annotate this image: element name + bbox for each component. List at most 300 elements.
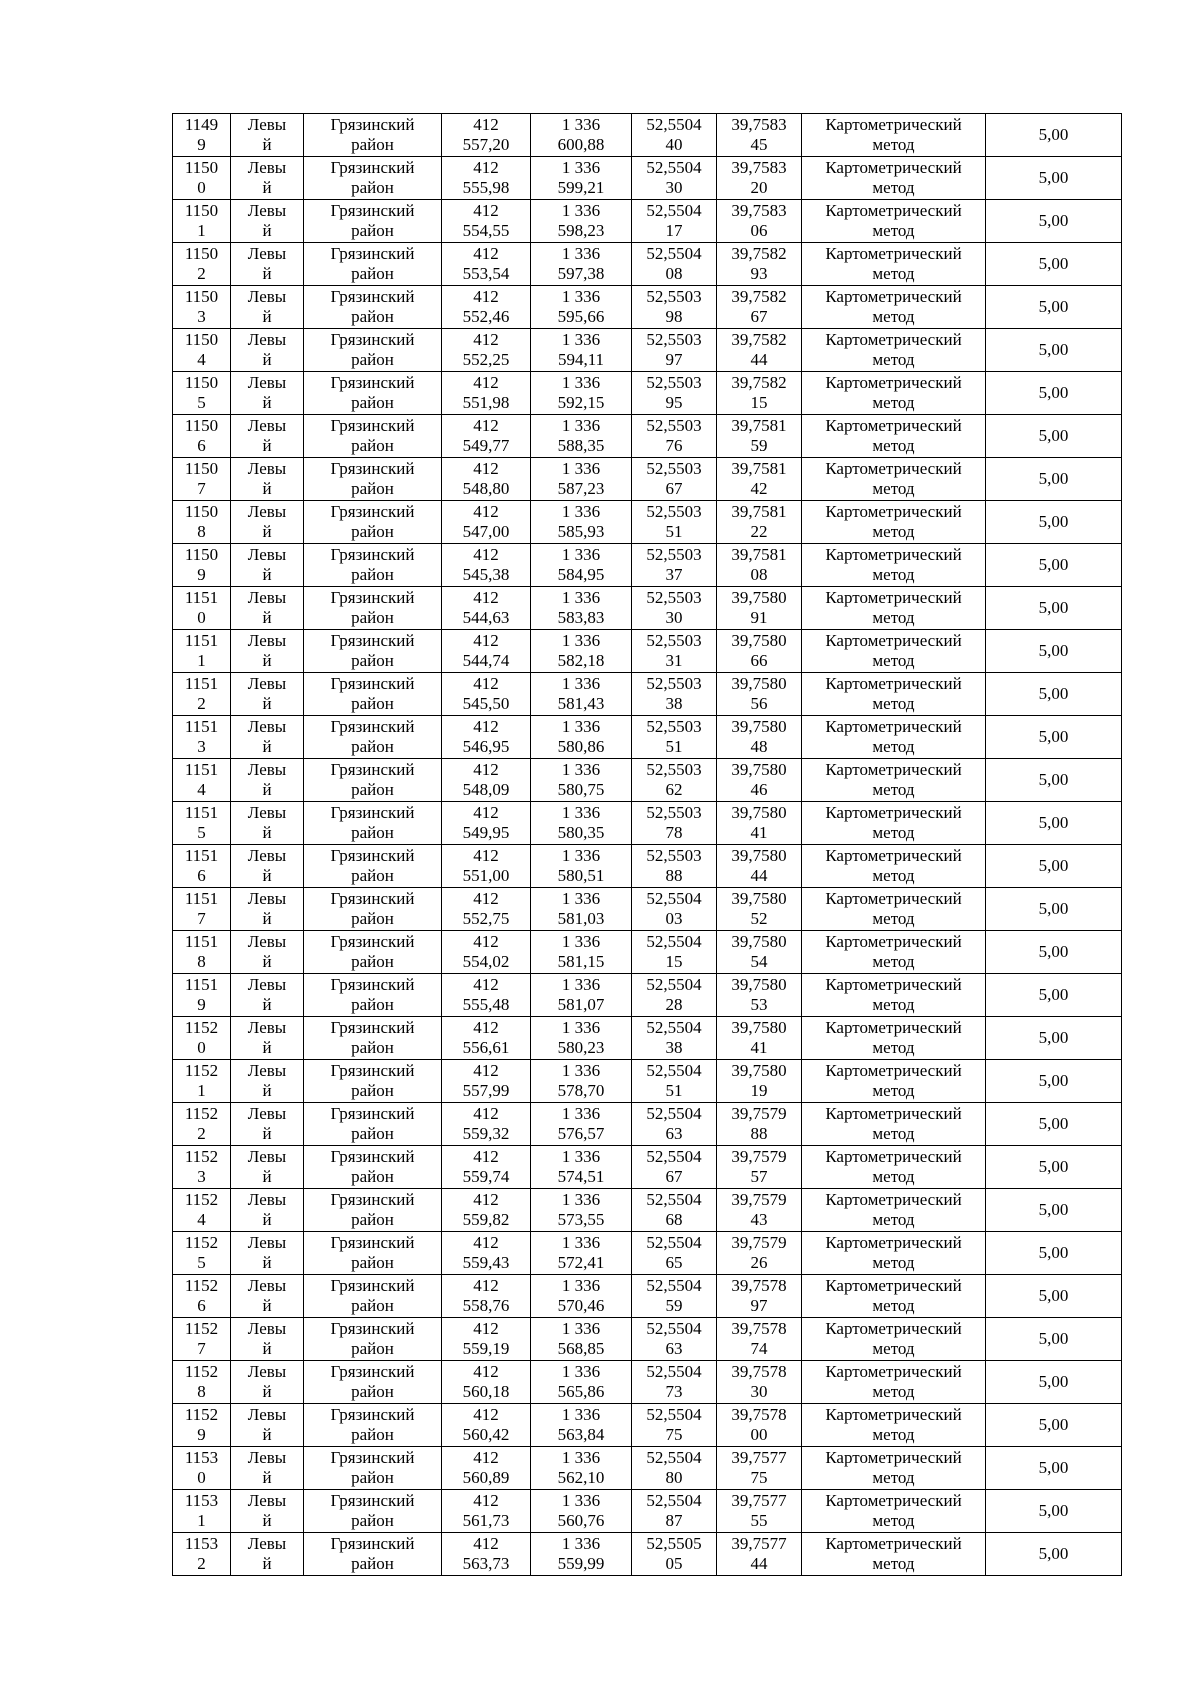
- side-line-1: Левы: [247, 459, 287, 478]
- side-cell: [231, 931, 304, 974]
- longitude-cell: [717, 1017, 802, 1060]
- y-coordinate-line-1: 1 336: [561, 932, 601, 951]
- side-cell: [231, 1060, 304, 1103]
- method-line-2: метод: [872, 1081, 915, 1100]
- x-coordinate-line-2: 557,20: [462, 135, 510, 154]
- point-number-cell: [173, 759, 231, 802]
- district-line-1: Грязинский: [330, 201, 415, 220]
- latitude-cell: [632, 415, 717, 458]
- point-number-line-1: 1152: [184, 1147, 219, 1166]
- x-coordinate-line-1: 412: [473, 1104, 499, 1123]
- latitude-line-1: 52,5504: [646, 201, 702, 220]
- district-line-1: Грязинский: [330, 1319, 415, 1338]
- district-line-1: Грязинский: [330, 631, 415, 650]
- latitude-cell: [632, 845, 717, 888]
- table-row: [173, 200, 1122, 243]
- longitude-line-2: 44: [750, 866, 768, 885]
- side-line-2: й: [262, 780, 272, 799]
- point-number-line-1: 1150: [184, 459, 219, 478]
- side-line-2: й: [262, 909, 272, 928]
- point-number-line-2: 7: [197, 1339, 206, 1358]
- district-line-2: район: [351, 1167, 394, 1186]
- point-number-line-2: 6: [197, 1296, 206, 1315]
- district-line-2: район: [351, 393, 394, 412]
- longitude-cell: [717, 1447, 802, 1490]
- table-row: [173, 544, 1122, 587]
- district-line-2: район: [351, 1425, 394, 1444]
- method-line-2: метод: [872, 1296, 915, 1315]
- point-number-line-1: 1150: [184, 545, 219, 564]
- latitude-cell: [632, 200, 717, 243]
- longitude-cell: [717, 1146, 802, 1189]
- x-coordinate-line-2: 555,48: [462, 995, 510, 1014]
- side-cell: [231, 587, 304, 630]
- longitude-cell: [717, 286, 802, 329]
- latitude-line-1: 52,5504: [646, 1018, 702, 1037]
- district-line-1: Грязинский: [330, 1534, 415, 1553]
- latitude-line-2: 67: [665, 1167, 683, 1186]
- point-number-line-2: 1: [197, 1511, 206, 1530]
- y-coordinate-cell: [531, 845, 632, 888]
- x-coordinate-cell: [442, 415, 531, 458]
- side-line-2: й: [262, 1382, 272, 1401]
- y-coordinate-cell: [531, 1146, 632, 1189]
- side-cell: [231, 458, 304, 501]
- longitude-cell: [717, 888, 802, 931]
- x-coordinate-line-1: 412: [473, 889, 499, 908]
- side-line-2: й: [262, 479, 272, 498]
- longitude-cell: [717, 802, 802, 845]
- method-line-1: Картометрический: [825, 1147, 962, 1166]
- x-coordinate-line-2: 549,95: [462, 823, 510, 842]
- point-number-line-2: 7: [197, 479, 206, 498]
- side-line-2: й: [262, 393, 272, 412]
- latitude-line-2: 88: [665, 866, 683, 885]
- point-number-line-1: 1152: [184, 1276, 219, 1295]
- side-line-1: Левы: [247, 416, 287, 435]
- method-line-2: метод: [872, 1210, 915, 1229]
- table-row: [173, 974, 1122, 1017]
- method-line-2: метод: [872, 479, 915, 498]
- method-line-1: Картометрический: [825, 1190, 962, 1209]
- latitude-line-2: 05: [665, 1554, 683, 1573]
- latitude-line-2: 76: [665, 436, 683, 455]
- method-line-2: метод: [872, 651, 915, 670]
- y-coordinate-line-1: 1 336: [561, 416, 601, 435]
- method-line-2: метод: [872, 1038, 915, 1057]
- accuracy-cell: 5,00: [986, 1189, 1122, 1232]
- latitude-line-2: 63: [665, 1124, 683, 1143]
- y-coordinate-line-2: 562,10: [557, 1468, 605, 1487]
- longitude-line-1: 39,7580: [731, 1018, 787, 1037]
- x-coordinate-line-2: 563,73: [462, 1554, 510, 1573]
- x-coordinate-line-1: 412: [473, 588, 499, 607]
- district-cell: [304, 587, 442, 630]
- longitude-line-2: 06: [750, 221, 768, 240]
- x-coordinate-line-1: 412: [473, 846, 499, 865]
- x-coordinate-cell: [442, 1490, 531, 1533]
- district-line-1: Грязинский: [330, 1061, 415, 1080]
- district-cell: [304, 243, 442, 286]
- x-coordinate-cell: [442, 673, 531, 716]
- method-line-2: метод: [872, 178, 915, 197]
- district-cell: [304, 114, 442, 157]
- x-coordinate-line-2: 552,25: [462, 350, 510, 369]
- district-cell: [304, 1318, 442, 1361]
- district-line-1: Грязинский: [330, 1190, 415, 1209]
- y-coordinate-line-2: 570,46: [557, 1296, 605, 1315]
- point-number-line-2: 9: [197, 565, 206, 584]
- x-coordinate-line-2: 559,32: [462, 1124, 510, 1143]
- longitude-line-1: 39,7580: [731, 1061, 787, 1080]
- x-coordinate-line-1: 412: [473, 1319, 499, 1338]
- longitude-line-1: 39,7580: [731, 760, 787, 779]
- method-cell: [802, 200, 986, 243]
- district-cell: [304, 415, 442, 458]
- x-coordinate-line-1: 412: [473, 201, 499, 220]
- y-coordinate-cell: [531, 1232, 632, 1275]
- x-coordinate-line-1: 412: [473, 717, 499, 736]
- method-line-2: метод: [872, 608, 915, 627]
- method-line-2: метод: [872, 823, 915, 842]
- side-line-2: й: [262, 1554, 272, 1573]
- y-coordinate-line-1: 1 336: [561, 717, 601, 736]
- district-cell: [304, 458, 442, 501]
- y-coordinate-line-2: 587,23: [557, 479, 605, 498]
- method-cell: [802, 630, 986, 673]
- district-cell: [304, 1103, 442, 1146]
- point-number-cell: [173, 329, 231, 372]
- side-line-2: й: [262, 1124, 272, 1143]
- longitude-line-1: 39,7579: [731, 1233, 787, 1252]
- x-coordinate-line-1: 412: [473, 631, 499, 650]
- x-coordinate-cell: [442, 1146, 531, 1189]
- table-row: [173, 1490, 1122, 1533]
- point-number-cell: [173, 243, 231, 286]
- latitude-line-1: 52,5504: [646, 1491, 702, 1510]
- y-coordinate-cell: [531, 716, 632, 759]
- longitude-line-1: 39,7578: [731, 1276, 787, 1295]
- point-number-cell: [173, 931, 231, 974]
- longitude-line-2: 48: [750, 737, 768, 756]
- longitude-line-2: 97: [750, 1296, 768, 1315]
- district-cell: [304, 1490, 442, 1533]
- point-number-line-1: 1152: [184, 1319, 219, 1338]
- table-row: [173, 1103, 1122, 1146]
- x-coordinate-cell: [442, 1447, 531, 1490]
- district-line-1: Грязинский: [330, 287, 415, 306]
- accuracy-cell: 5,00: [986, 1017, 1122, 1060]
- latitude-cell: [632, 931, 717, 974]
- method-line-1: Картометрический: [825, 674, 962, 693]
- latitude-line-2: 63: [665, 1339, 683, 1358]
- x-coordinate-cell: [442, 716, 531, 759]
- table-row: [173, 1318, 1122, 1361]
- x-coordinate-line-2: 558,76: [462, 1296, 510, 1315]
- latitude-line-2: 51: [665, 1081, 683, 1100]
- method-line-2: метод: [872, 995, 915, 1014]
- district-cell: [304, 888, 442, 931]
- latitude-line-1: 52,5504: [646, 1362, 702, 1381]
- longitude-line-2: 74: [750, 1339, 768, 1358]
- method-cell: [802, 1490, 986, 1533]
- point-number-cell: [173, 372, 231, 415]
- district-line-1: Грязинский: [330, 1491, 415, 1510]
- longitude-cell: [717, 200, 802, 243]
- method-line-2: метод: [872, 350, 915, 369]
- table-row: [173, 415, 1122, 458]
- table-row: [173, 1533, 1122, 1576]
- latitude-cell: [632, 802, 717, 845]
- x-coordinate-cell: [442, 286, 531, 329]
- y-coordinate-cell: [531, 759, 632, 802]
- x-coordinate-cell: [442, 1060, 531, 1103]
- accuracy-cell: 5,00: [986, 1275, 1122, 1318]
- y-coordinate-line-1: 1 336: [561, 1061, 601, 1080]
- longitude-line-2: 20: [750, 178, 768, 197]
- point-number-cell: [173, 1318, 231, 1361]
- x-coordinate-cell: [442, 1361, 531, 1404]
- method-line-1: Картометрический: [825, 330, 962, 349]
- side-line-1: Левы: [247, 115, 287, 134]
- table-row: [173, 372, 1122, 415]
- x-coordinate-line-2: 559,43: [462, 1253, 510, 1272]
- district-line-2: район: [351, 1038, 394, 1057]
- longitude-line-1: 39,7577: [731, 1491, 787, 1510]
- longitude-cell: [717, 630, 802, 673]
- x-coordinate-line-2: 559,74: [462, 1167, 510, 1186]
- district-line-2: район: [351, 1468, 394, 1487]
- accuracy-cell: 5,00: [986, 630, 1122, 673]
- longitude-line-1: 39,7583: [731, 158, 787, 177]
- district-line-2: район: [351, 565, 394, 584]
- latitude-cell: [632, 1017, 717, 1060]
- point-number-line-2: 2: [197, 264, 206, 283]
- district-line-2: район: [351, 1296, 394, 1315]
- longitude-cell: [717, 759, 802, 802]
- y-coordinate-line-1: 1 336: [561, 1405, 601, 1424]
- accuracy-cell: 5,00: [986, 200, 1122, 243]
- latitude-line-1: 52,5504: [646, 1233, 702, 1252]
- table-row: [173, 1017, 1122, 1060]
- x-coordinate-line-2: 546,95: [462, 737, 510, 756]
- y-coordinate-cell: [531, 1103, 632, 1146]
- district-line-2: район: [351, 1081, 394, 1100]
- y-coordinate-cell: [531, 931, 632, 974]
- latitude-line-1: 52,5503: [646, 717, 702, 736]
- method-cell: [802, 759, 986, 802]
- latitude-cell: [632, 1232, 717, 1275]
- latitude-cell: [632, 1275, 717, 1318]
- point-number-line-1: 1152: [184, 1362, 219, 1381]
- point-number-line-1: 1151: [184, 674, 219, 693]
- x-coordinate-line-1: 412: [473, 502, 499, 521]
- side-line-1: Левы: [247, 1362, 287, 1381]
- method-cell: [802, 286, 986, 329]
- y-coordinate-line-2: 576,57: [557, 1124, 605, 1143]
- point-number-line-2: 1: [197, 651, 206, 670]
- longitude-line-1: 39,7577: [731, 1448, 787, 1467]
- district-cell: [304, 501, 442, 544]
- table-row: [173, 1232, 1122, 1275]
- x-coordinate-cell: [442, 1318, 531, 1361]
- latitude-line-1: 52,5505: [646, 1534, 702, 1553]
- side-cell: [231, 329, 304, 372]
- y-coordinate-line-1: 1 336: [561, 846, 601, 865]
- longitude-line-1: 39,7580: [731, 975, 787, 994]
- district-line-2: район: [351, 522, 394, 541]
- x-coordinate-line-1: 412: [473, 1448, 499, 1467]
- point-number-line-2: 4: [197, 780, 206, 799]
- longitude-line-2: 57: [750, 1167, 768, 1186]
- x-coordinate-cell: [442, 1533, 531, 1576]
- longitude-cell: [717, 1361, 802, 1404]
- district-line-2: район: [351, 780, 394, 799]
- point-number-cell: [173, 802, 231, 845]
- point-number-line-2: 3: [197, 737, 206, 756]
- x-coordinate-line-2: 552,75: [462, 909, 510, 928]
- longitude-cell: [717, 974, 802, 1017]
- x-coordinate-line-2: 560,18: [462, 1382, 510, 1401]
- side-line-1: Левы: [247, 631, 287, 650]
- side-line-2: й: [262, 1038, 272, 1057]
- district-line-2: район: [351, 264, 394, 283]
- y-coordinate-cell: [531, 974, 632, 1017]
- latitude-line-2: 51: [665, 522, 683, 541]
- point-number-line-1: 1151: [184, 717, 219, 736]
- longitude-line-2: 53: [750, 995, 768, 1014]
- side-line-2: й: [262, 952, 272, 971]
- point-number-line-1: 1153: [184, 1534, 219, 1553]
- district-line-1: Грязинский: [330, 760, 415, 779]
- table-row: [173, 630, 1122, 673]
- longitude-line-1: 39,7577: [731, 1534, 787, 1553]
- x-coordinate-line-1: 412: [473, 545, 499, 564]
- x-coordinate-cell: [442, 1232, 531, 1275]
- district-line-1: Грязинский: [330, 975, 415, 994]
- side-line-1: Левы: [247, 287, 287, 306]
- method-line-1: Картометрический: [825, 373, 962, 392]
- district-line-2: район: [351, 135, 394, 154]
- district-cell: [304, 1361, 442, 1404]
- side-line-2: й: [262, 522, 272, 541]
- district-cell: [304, 931, 442, 974]
- side-line-2: й: [262, 1511, 272, 1530]
- longitude-cell: [717, 243, 802, 286]
- method-cell: [802, 243, 986, 286]
- method-line-1: Картометрический: [825, 1319, 962, 1338]
- side-line-2: й: [262, 135, 272, 154]
- method-cell: [802, 157, 986, 200]
- y-coordinate-line-2: 583,83: [557, 608, 605, 627]
- point-number-line-2: 4: [197, 1210, 206, 1229]
- x-coordinate-line-2: 555,98: [462, 178, 510, 197]
- district-line-2: район: [351, 1124, 394, 1143]
- latitude-cell: [632, 372, 717, 415]
- latitude-line-2: 59: [665, 1296, 683, 1315]
- point-number-cell: [173, 114, 231, 157]
- side-line-1: Левы: [247, 1319, 287, 1338]
- latitude-line-1: 52,5504: [646, 1405, 702, 1424]
- side-line-2: й: [262, 264, 272, 283]
- x-coordinate-cell: [442, 544, 531, 587]
- point-number-line-2: 7: [197, 909, 206, 928]
- district-line-1: Грязинский: [330, 244, 415, 263]
- method-line-2: метод: [872, 1339, 915, 1358]
- y-coordinate-cell: [531, 458, 632, 501]
- latitude-line-2: 67: [665, 479, 683, 498]
- side-line-1: Левы: [247, 1190, 287, 1209]
- longitude-line-1: 39,7580: [731, 846, 787, 865]
- side-line-2: й: [262, 350, 272, 369]
- latitude-line-2: 31: [665, 651, 683, 670]
- method-cell: [802, 501, 986, 544]
- side-line-2: й: [262, 651, 272, 670]
- table-row: [173, 157, 1122, 200]
- x-coordinate-line-1: 412: [473, 975, 499, 994]
- longitude-cell: [717, 1189, 802, 1232]
- latitude-line-2: 38: [665, 1038, 683, 1057]
- latitude-line-1: 52,5503: [646, 373, 702, 392]
- method-cell: [802, 673, 986, 716]
- district-line-2: район: [351, 608, 394, 627]
- coordinates-table: [172, 113, 1122, 1576]
- latitude-line-1: 52,5503: [646, 631, 702, 650]
- district-line-2: район: [351, 307, 394, 326]
- x-coordinate-line-2: 549,77: [462, 436, 510, 455]
- y-coordinate-cell: [531, 372, 632, 415]
- latitude-cell: [632, 286, 717, 329]
- point-number-line-1: 1151: [184, 588, 219, 607]
- latitude-line-2: 73: [665, 1382, 683, 1401]
- method-cell: [802, 1103, 986, 1146]
- y-coordinate-line-1: 1 336: [561, 1018, 601, 1037]
- method-line-1: Картометрический: [825, 1061, 962, 1080]
- latitude-line-2: 78: [665, 823, 683, 842]
- table-row: [173, 1146, 1122, 1189]
- method-line-1: Картометрический: [825, 115, 962, 134]
- longitude-cell: [717, 1533, 802, 1576]
- district-line-2: район: [351, 350, 394, 369]
- y-coordinate-line-2: 580,51: [557, 866, 605, 885]
- y-coordinate-cell: [531, 1404, 632, 1447]
- x-coordinate-cell: [442, 845, 531, 888]
- longitude-line-1: 39,7580: [731, 932, 787, 951]
- y-coordinate-cell: [531, 415, 632, 458]
- point-number-cell: [173, 1146, 231, 1189]
- table-row: [173, 716, 1122, 759]
- y-coordinate-line-2: 565,86: [557, 1382, 605, 1401]
- longitude-cell: [717, 1490, 802, 1533]
- district-line-2: район: [351, 479, 394, 498]
- longitude-line-2: 88: [750, 1124, 768, 1143]
- longitude-line-2: 26: [750, 1253, 768, 1272]
- method-line-1: Картометрический: [825, 416, 962, 435]
- x-coordinate-line-2: 547,00: [462, 522, 510, 541]
- x-coordinate-line-2: 561,73: [462, 1511, 510, 1530]
- x-coordinate-line-2: 559,82: [462, 1210, 510, 1229]
- latitude-cell: [632, 1146, 717, 1189]
- y-coordinate-line-2: 588,35: [557, 436, 605, 455]
- method-line-1: Картометрический: [825, 588, 962, 607]
- point-number-line-2: 8: [197, 522, 206, 541]
- point-number-cell: [173, 845, 231, 888]
- x-coordinate-line-2: 544,63: [462, 608, 510, 627]
- x-coordinate-line-2: 551,00: [462, 866, 510, 885]
- method-cell: [802, 888, 986, 931]
- table-row: [173, 1189, 1122, 1232]
- side-line-1: Левы: [247, 1104, 287, 1123]
